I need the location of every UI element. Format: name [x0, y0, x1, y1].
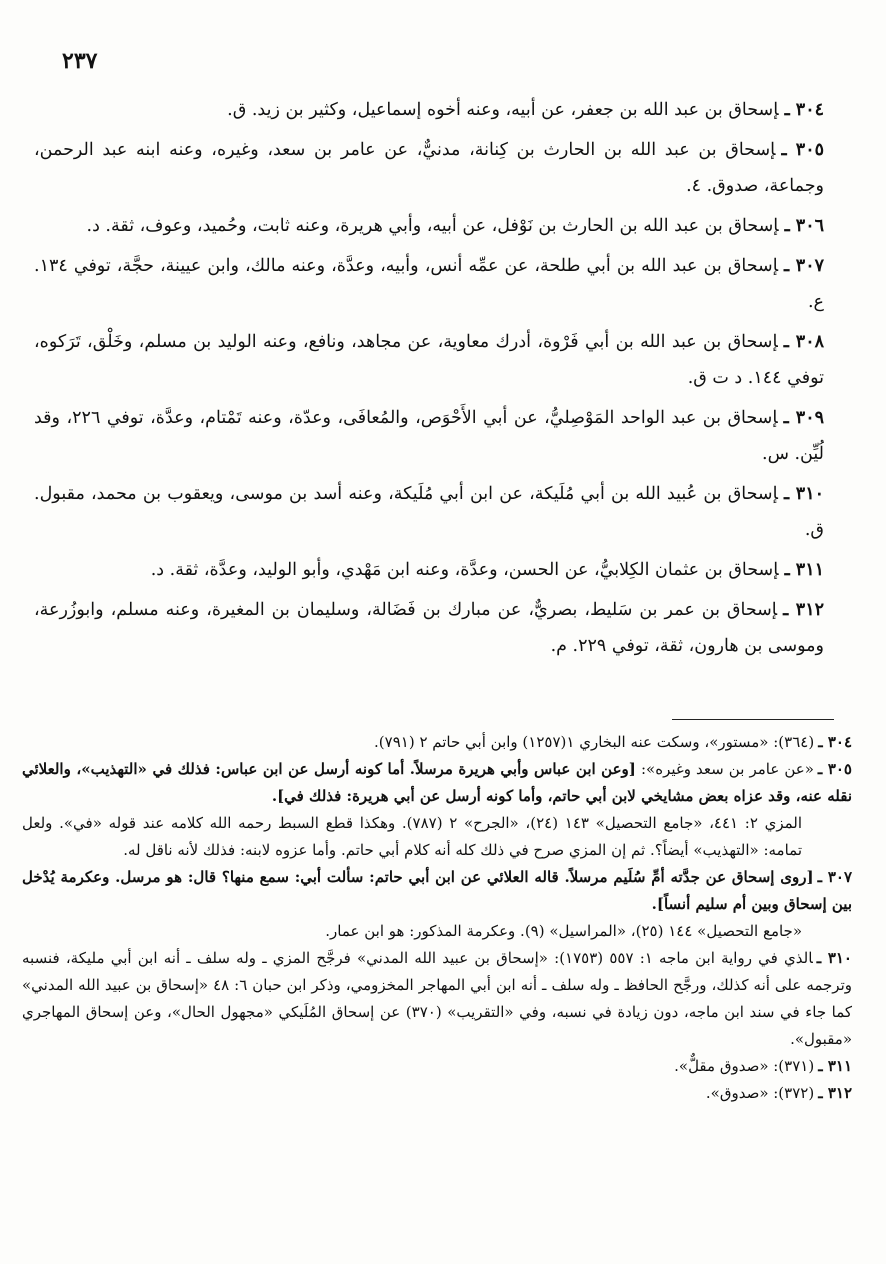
entry-text: إسحاق بن عبد الله بن أبي فَرْوة، أدرك معاوية، عن مجاهد، ونافع، وعنه الوليد بن مسلم، وخَلْق، تَرَكوه، توفي ١٤٤. د ت ق.: [34, 332, 824, 388]
entry-number: ٣٠٦ ـ: [784, 216, 824, 236]
footnote-text: المزي ٢: ٤٤١، «جامع التحصيل» ١٤٣ (٢٤)، «الجرح» ٢ (٧٨٧). وهكذا قطع السبط رحمه الله كلامه عند قوله «في». ولعل تمامه: «التهذيب» أيضاً؟. ثم إن المزي صرح في ذلك كله أنه كلام أبي حاتم. وأما عزوه لابنه: فذلك لأنه ناقل له.: [22, 814, 803, 859]
footnote: [22, 918, 852, 945]
footnote: [22, 1053, 852, 1080]
entry-number: ٣١٢ ـ: [783, 600, 824, 620]
main-entries: [34, 92, 824, 668]
footnote: [22, 756, 852, 810]
footnote-divider: [672, 719, 834, 720]
entry-text: إسحاق بن عبد الله بن الحارث بن كِنانة، مدنيٌّ، عن عامر بن سعد، وغيره، وعنه ابنه عبد الرحمن، وجماعة، صدوق. ٤.: [34, 140, 824, 196]
biography-entry: [34, 476, 824, 548]
entry-number: ٣١١ ـ: [784, 560, 824, 580]
footnote: [22, 729, 852, 756]
footnote: [22, 1080, 852, 1107]
entry-text: إسحاق بن عبد الواحد المَوْصِليُّ، عن أبي الأَحْوَص، والمُعافَى، وعدّة، وعنه تَمْتام، وعدَّة، توفي ٢٢٦، وقد لُيِّن. س.: [34, 408, 824, 464]
footnote-bold-text: [روى إسحاق عن جدَّته أمِّ سُلَيم مرسلاً. قاله العلائي عن ابن أبي حاتم: سألت أبي: سمع منها؟ قال: هو مرسل. وعكرمة يُدْخل بين إسحاق وبين أم سليم أنساً].: [22, 868, 852, 913]
entry-text: إسحاق بن عبد الله بن أبي طلحة، عن عمِّه أنس، وأبيه، وعدَّة، وعنه مالك، وابن عيينة، حجَّة، توفي ١٣٤. ع.: [34, 256, 824, 312]
footnote: [22, 864, 852, 918]
biography-entry: [34, 92, 824, 128]
entry-number: ٣١٠ ـ: [783, 484, 824, 504]
entry-number: ٣٠٥ ـ: [781, 140, 824, 160]
biography-entry: [34, 400, 824, 472]
footnote-text: (٣٦٤): «مستور»، وسكت عنه البخاري ١(١٢٥٧) وابن أبي حاتم ٢ (٧٩١).: [374, 733, 815, 751]
footnote-bold-text: [وعن ابن عباس وأبي هريرة مرسلاً. أما كونه أرسل عن ابن عباس: فذلك في «التهذيب»، والعلائي نقله عنه، وقد عزاه بعض مشايخي لابن أبي حاتم، وأما كونه أرسل عن أبي هريرة: فذلك في].: [22, 760, 852, 805]
biography-entry: [34, 324, 824, 396]
footnote-text: (٣٧١): «صدوق مقلٌّ».: [674, 1057, 815, 1075]
entry-text: إسحاق بن عمر بن سَليط، بصريٌّ، عن مبارك بن فَضَالة، وسليمان بن المغيرة، وعنه مسلم، وابوزُرعة، وموسى بن هارون، ثقة، توفي ٢٢٩. م.: [34, 600, 824, 656]
footnote-text: «عن عامر بن سعد وغيره»:: [635, 760, 814, 778]
footnote: [22, 945, 852, 1053]
entry-number: ٣٠٧ ـ: [784, 256, 824, 276]
biography-entry: [34, 592, 824, 664]
footnote-number: ٣١٠ ـ: [816, 949, 852, 967]
biography-entry: [34, 248, 824, 320]
entry-text: إسحاق بن عبد الله بن الحارث بن نَوْفل، عن أبيه، وأبي هريرة، وعنه ثابت، وحُميد، وعوف، ثقة. د.: [86, 216, 779, 236]
footnote-text: (٣٧٢): «صدوق».: [705, 1084, 815, 1102]
footnote-number: ٣١١ ـ: [818, 1057, 852, 1075]
entry-text: إسحاق بن عُبيد الله بن أبي مُلَيكة، عن ابن أبي مُلَيكة، وعنه أسد بن موسى، ويعقوب بن محمد، مقبول. ق.: [34, 484, 824, 540]
entry-text: إسحاق بن عثمان الكِلابيُّ، عن الحسن، وعدَّة، وعنه ابن مَهْدي، وأبو الوليد، وعدَّة، ثقة. د.: [150, 560, 779, 580]
biography-entry: [34, 208, 824, 244]
footnote-number: ٣٠٤ ـ: [818, 733, 852, 751]
page-number: ٢٣٧: [62, 48, 98, 74]
entry-number: ٣٠٩ ـ: [783, 408, 824, 428]
footnote-text: الذي في رواية ابن ماجه ١: ٥٥٧ (١٧٥٣): «إسحاق بن عبيد الله المدني» فرجَّح المزي ـ وله سلف ـ أنه ابن أبي مليكة، فنسبه وترجمه على أنه كذلك، ورجَّح الحافظ ـ وله سلف ـ أنه ابن أبي المهاجر المخزومي، وذكر ابن حبان ٦: ٤٨ «إسحاق بن عبيد الله المدني» كما جاء في سند ابن ماجه، دون زيادة في نسبه، وفي «التقريب» (٣٧٠) عن إسحاق المُلَيكي «مجهول الحال»، وعن إسحاق المهاجري «مقبول».: [22, 949, 853, 1048]
footnotes: [22, 729, 852, 1107]
footnote-text: «جامع التحصيل» ١٤٤ (٢٥)، «المراسيل» (٩). وعكرمة المذكور: هو ابن عمار.: [325, 922, 802, 940]
footnote-number: ٣٠٥ ـ: [817, 760, 852, 778]
entry-number: ٣٠٨ ـ: [783, 332, 824, 352]
biography-entry: [34, 552, 824, 588]
footnote: [22, 810, 852, 864]
entry-text: إسحاق بن عبد الله بن جعفر، عن أبيه، وعنه أخوه إسماعيل، وكثير بن زيد. ق.: [227, 100, 779, 120]
footnote-number: ٣١٢ ـ: [818, 1084, 852, 1102]
biography-entry: [34, 132, 824, 204]
entry-number: ٣٠٤ ـ: [784, 100, 824, 120]
footnote-number: ٣٠٧ ـ: [817, 868, 852, 886]
